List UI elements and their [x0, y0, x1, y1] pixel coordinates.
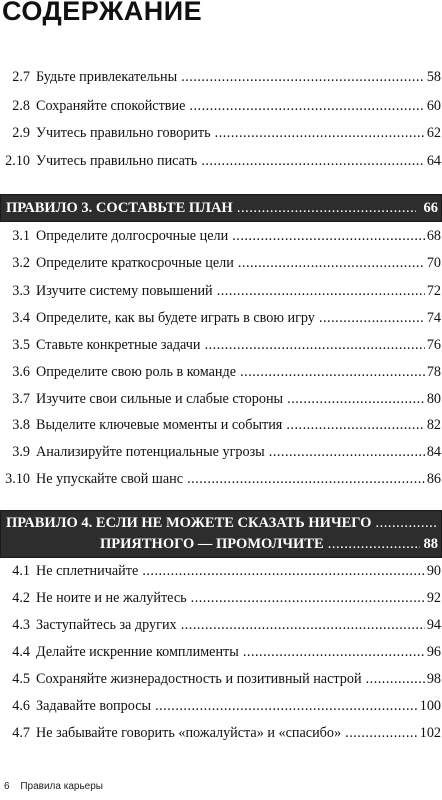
entry-page: 90	[426, 563, 441, 579]
toc-entry[interactable]	[0, 669, 442, 689]
section-4-page: 88	[423, 536, 438, 552]
toc-entry[interactable]	[0, 362, 442, 382]
toc-entry[interactable]	[0, 723, 442, 743]
entry-number: 3.8	[12, 417, 30, 433]
toc-entry[interactable]	[0, 281, 442, 301]
entry-page: 68	[426, 228, 441, 244]
entry-page: 82	[426, 417, 441, 433]
section-3-title: ПРАВИЛО 3. СОСТАВЬТЕ ПЛАН .....	[6, 198, 416, 218]
toc-entry[interactable]	[0, 642, 442, 662]
entry-number: 4.7	[12, 725, 30, 741]
entry-title: Делайте искренние комплименты .....	[36, 642, 440, 662]
entry-page: 86	[426, 471, 441, 487]
entry-title: Будьте привлекательны .....	[36, 67, 440, 87]
entry-number: 4.2	[12, 590, 30, 606]
entry-number: 2.10	[5, 153, 30, 169]
entry-number: 3.10	[5, 471, 30, 487]
entry-page: 62	[426, 125, 441, 141]
toc-entry[interactable]	[0, 442, 442, 462]
entry-title: Задавайте вопросы .....	[36, 696, 440, 716]
entry-page: 70	[426, 255, 441, 271]
entry-number: 4.1	[12, 563, 30, 579]
section-3-banner[interactable]	[0, 194, 442, 222]
entry-number: 3.5	[12, 337, 30, 353]
entry-title: Не упускайте свой шанс .....	[36, 469, 440, 489]
toc-entry[interactable]	[0, 151, 442, 171]
section-4-banner[interactable]	[0, 510, 442, 558]
entry-title: Определите свою роль в команде .....	[36, 362, 440, 382]
toc-entry[interactable]	[0, 67, 442, 87]
section-3-page: 66	[423, 200, 438, 216]
toc-entry[interactable]	[0, 226, 442, 246]
footer-page-number: 6	[4, 781, 10, 792]
entry-page: 100	[419, 698, 441, 714]
entry-title: Определите долгосрочные цели .....	[36, 226, 440, 246]
toc-entry[interactable]	[0, 696, 442, 716]
entry-page: 78	[426, 364, 441, 380]
entry-title: Сохраняйте жизнерадостность и позитивный настрой .....	[36, 669, 440, 689]
entry-page: 64	[426, 153, 441, 169]
toc-entry[interactable]	[0, 415, 442, 435]
entry-number: 2.7	[12, 69, 30, 85]
entry-page: 58	[426, 69, 441, 85]
entry-page: 60	[426, 98, 441, 114]
entry-title: Не забывайте говорить «пожалуйста» и «спасибо» .....	[36, 723, 440, 743]
entry-page: 102	[419, 725, 441, 741]
entry-page: 80	[426, 391, 441, 407]
entry-number: 4.5	[12, 671, 30, 687]
entry-number: 3.1	[12, 228, 30, 244]
entry-title: Заступайтесь за других .....	[36, 615, 440, 635]
toc-entry[interactable]	[0, 335, 442, 355]
entry-title: Не ноите и не жалуйтесь .....	[36, 588, 440, 608]
entry-title: Изучите систему повышений .....	[36, 281, 440, 301]
entry-number: 3.3	[12, 283, 30, 299]
entry-page: 98	[426, 671, 441, 687]
entry-number: 3.7	[12, 391, 30, 407]
toc-entry[interactable]	[0, 615, 442, 635]
entry-title: Учитесь правильно писать .....	[36, 151, 440, 171]
entry-number: 4.4	[12, 644, 30, 660]
entry-title: Анализируйте потенциальные угрозы .....	[36, 442, 440, 462]
footer-book-title: Правила карьеры	[20, 781, 103, 792]
entry-page: 94	[426, 617, 441, 633]
entry-title: Сохраняйте спокойствие .....	[36, 96, 440, 116]
entry-title: Изучите свои сильные и слабые стороны .....	[36, 389, 440, 409]
entry-title: Учитесь правильно говорить .....	[36, 123, 440, 143]
entry-number: 3.6	[12, 364, 30, 380]
entry-number: 2.8	[12, 98, 30, 114]
entry-page: 96	[426, 644, 441, 660]
toc-entry[interactable]	[0, 588, 442, 608]
page-title: СОДЕРЖАНИЕ	[2, 0, 203, 26]
entry-number: 4.6	[12, 698, 30, 714]
entry-page: 84	[426, 444, 441, 460]
entry-page: 76	[426, 337, 441, 353]
toc-entry[interactable]	[0, 123, 442, 143]
toc-entry[interactable]	[0, 469, 442, 489]
entry-title: Ставьте конкретные задачи .....	[36, 335, 440, 355]
entry-title: Выделите ключевые моменты и события .....	[36, 415, 440, 435]
entry-page: 72	[426, 283, 441, 299]
page-footer	[4, 781, 103, 792]
toc-entry[interactable]	[0, 308, 442, 328]
section-4-title-line1: ПРАВИЛО 4. ЕСЛИ НЕ МОЖЕТЕ СКАЗАТЬ НИЧЕГО .....	[6, 513, 436, 533]
entry-number: 2.9	[12, 125, 30, 141]
toc-entry[interactable]	[0, 253, 442, 273]
toc-entry[interactable]	[0, 389, 442, 409]
entry-title: Определите, как вы будете играть в свою игру .....	[36, 308, 440, 328]
entry-title: Определите краткосрочные цели .....	[36, 253, 440, 273]
toc-entry[interactable]	[0, 561, 442, 581]
entry-number: 3.9	[12, 444, 30, 460]
entry-number: 3.4	[12, 310, 30, 326]
entry-number: 4.3	[12, 617, 30, 633]
entry-number: 3.2	[12, 255, 30, 271]
entry-page: 74	[426, 310, 441, 326]
entry-title: Не сплетничайте .....	[36, 561, 440, 581]
toc-entry[interactable]	[0, 96, 442, 116]
entry-page: 92	[426, 590, 441, 606]
section-4-title-line2: ПРИЯТНОГО — ПРОМОЛЧИТЕ .....	[100, 534, 420, 554]
